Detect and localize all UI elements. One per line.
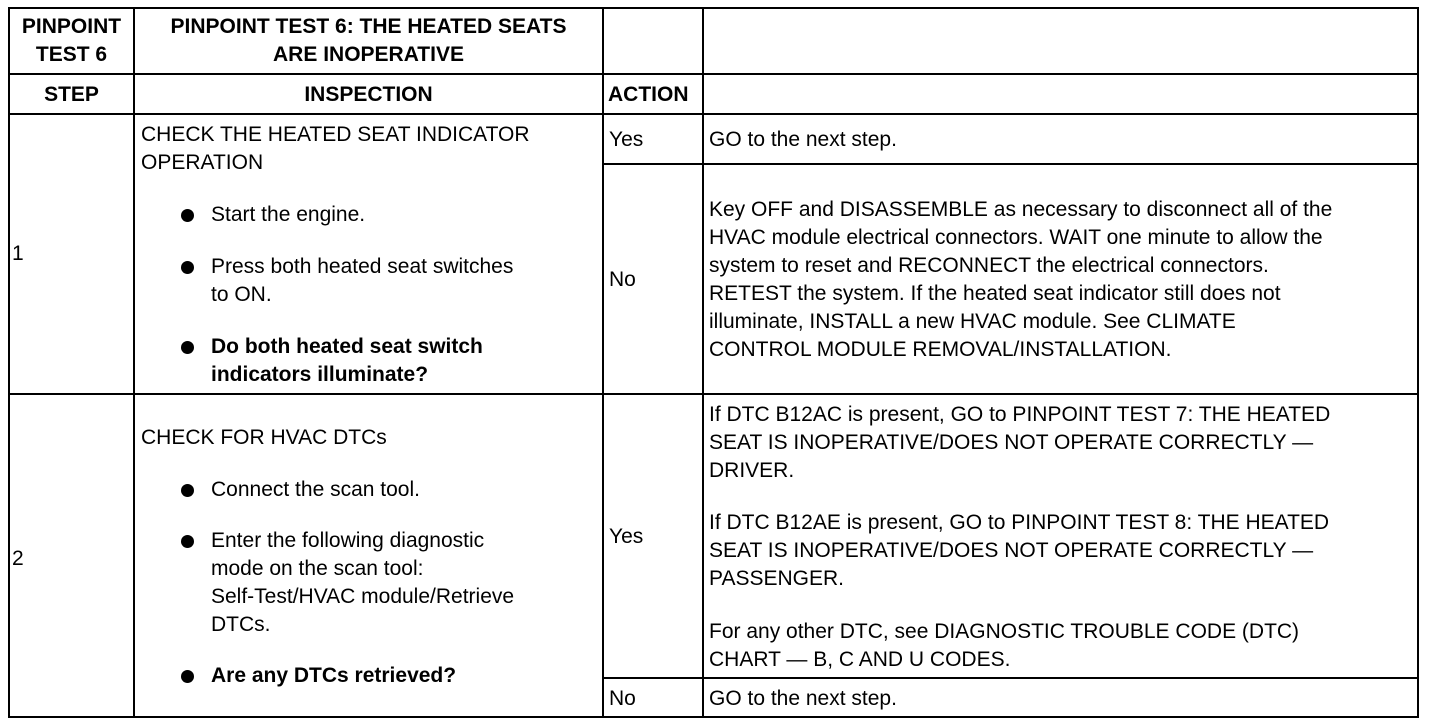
test-title-line: ARE INOPERATIVE <box>273 43 464 66</box>
action-yes-text: GO to the next step. <box>709 128 897 151</box>
column-divider <box>133 7 135 718</box>
action-no-label: No <box>609 687 636 710</box>
test-label-line: TEST 6 <box>35 43 108 66</box>
action-line: If DTC B12AC is present, GO to PINPOINT TEST 7: THE HEATED <box>709 403 1331 426</box>
step-heading <box>141 121 530 177</box>
action-line: CONTROL MODULE REMOVAL/INSTALLATION. <box>709 338 1172 361</box>
bullet-text <box>211 527 514 639</box>
step-heading: CHECK FOR HVAC DTCs <box>141 426 387 449</box>
bullet-line: DTCs. <box>211 613 271 636</box>
step-number: 1 <box>12 242 24 265</box>
action-line: RETEST the system. If the heated seat indicator still does not <box>709 282 1281 305</box>
test-label <box>10 13 133 69</box>
bullet-line: Enter the following diagnostic <box>211 529 485 552</box>
bullet-icon <box>181 535 194 548</box>
action-line: PASSENGER. <box>709 567 844 590</box>
action-line: SEAT IS INOPERATIVE/DOES NOT OPERATE CORRECTLY — <box>709 431 1314 454</box>
bullet-line: Self-Test/HVAC module/Retrieve <box>211 585 515 608</box>
column-header-step: STEP <box>44 83 99 106</box>
bullet-text: Start the engine. <box>211 203 366 226</box>
row-divider <box>8 393 1419 395</box>
bullet-icon <box>181 209 194 222</box>
column-divider <box>702 7 704 718</box>
bullet-line: mode on the scan tool: <box>211 557 424 580</box>
bullet-icon <box>181 670 194 683</box>
action-yes-paragraph <box>709 509 1329 593</box>
row-divider <box>8 73 1419 75</box>
test-label-line: PINPOINT <box>21 15 122 38</box>
action-no-label: No <box>609 268 636 291</box>
bullet-line: Press both heated seat switches <box>211 255 514 278</box>
action-yes-label: Yes <box>609 525 644 548</box>
bullet-text <box>211 253 513 309</box>
column-header-inspection: INSPECTION <box>304 83 433 106</box>
bullet-icon <box>181 261 194 274</box>
bullet-text: Connect the scan tool. <box>211 478 420 501</box>
action-yes-paragraph <box>709 618 1299 674</box>
column-divider <box>602 7 604 718</box>
step-heading-line: CHECK THE HEATED SEAT INDICATOR <box>141 123 530 146</box>
row-divider <box>8 113 1419 115</box>
action-line: CHART — B, C AND U CODES. <box>709 648 1011 671</box>
step-heading-line: OPERATION <box>141 151 264 174</box>
bullet-question: Are any DTCs retrieved? <box>211 664 457 687</box>
action-line: DRIVER. <box>709 459 795 482</box>
action-line: If DTC B12AE is present, GO to PINPOINT TEST 8: THE HEATED <box>709 511 1330 534</box>
action-no-text <box>709 196 1332 364</box>
action-line: SEAT IS INOPERATIVE/DOES NOT OPERATE CORRECTLY — <box>709 539 1314 562</box>
row-divider <box>604 163 1419 165</box>
column-header-action: ACTION <box>608 83 689 106</box>
bullet-line: indicators illuminate? <box>211 363 429 386</box>
bullet-icon <box>181 484 194 497</box>
action-line: HVAC module electrical connectors. WAIT one minute to allow the <box>709 226 1323 249</box>
bullet-icon <box>181 341 194 354</box>
step-number: 2 <box>12 547 24 570</box>
bullet-line: to ON. <box>211 283 272 306</box>
bullet-line: Do both heated seat switch <box>211 335 483 358</box>
action-yes-paragraph <box>709 401 1330 485</box>
test-title <box>135 13 602 69</box>
action-line: illuminate, INSTALL a new HVAC module. See CLIMATE <box>709 310 1236 333</box>
row-divider <box>604 677 1419 679</box>
test-title-line: PINPOINT TEST 6: THE HEATED SEATS <box>170 15 567 38</box>
action-no-text: GO to the next step. <box>709 687 897 710</box>
action-line: Key OFF and DISASSEMBLE as necessary to disconnect all of the <box>709 198 1333 221</box>
bullet-question <box>211 333 483 389</box>
action-line: system to reset and RECONNECT the electrical connectors. <box>709 254 1269 277</box>
action-line: For any other DTC, see DIAGNOSTIC TROUBLE CODE (DTC) <box>709 620 1300 643</box>
action-yes-label: Yes <box>609 128 644 151</box>
